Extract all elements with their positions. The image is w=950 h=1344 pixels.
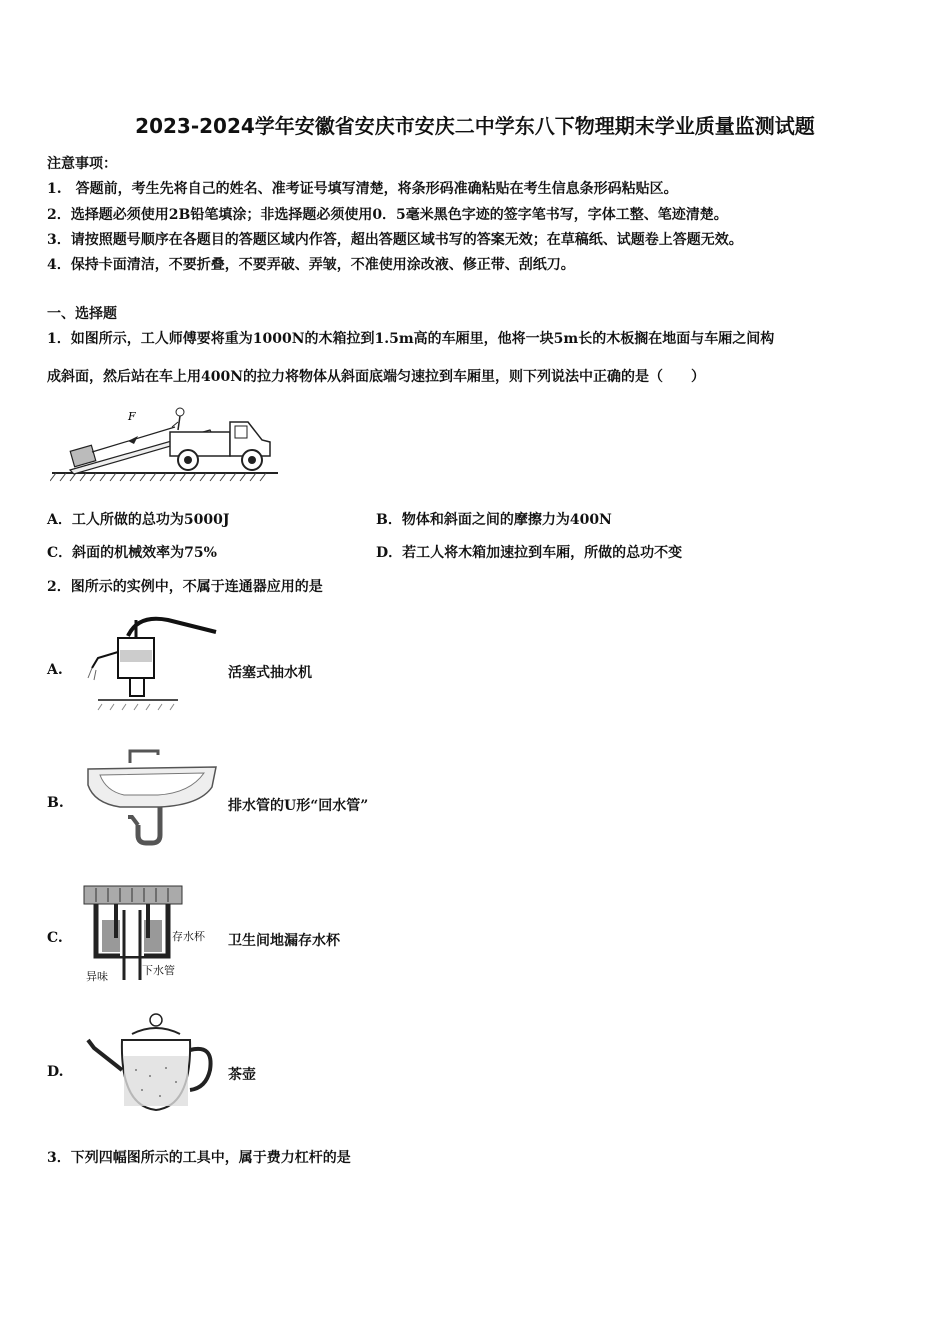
q2-option-b-letter[interactable]: B. [47, 795, 64, 811]
q2-option-d-text: 茶壶 [228, 1067, 256, 1083]
notice-item: 4．保持卡面清洁，不要折叠，不要弄破、弄皱，不准使用涂改液、修正带、刮纸刀。 [47, 257, 575, 273]
q1-stem-line2: 成斜面，然后站在车上用400N的拉力将物体从斜面底端匀速拉到车厢里，则下列说法中正确的是（ ） [47, 369, 706, 385]
q3-stem: 3．下列四幅图所示的工具中，属于费力杠杆的是 [47, 1150, 351, 1166]
q2-option-b-text: 排水管的U形“回水管” [228, 798, 369, 814]
incline-truck-figure [50, 400, 280, 485]
page-title: 2023-2024学年安徽省安庆市安庆二中学东八下物理期末学业质量监测试题 [135, 114, 815, 138]
q1-option-b[interactable]: B．物体和斜面之间的摩擦力为400N [376, 512, 612, 528]
notice-item: 3．请按照题号顺序在各题目的答题区域内作答，超出答题区域书写的答案无效；在草稿纸、试题卷上答题无效。 [47, 232, 743, 248]
force-label: F [128, 410, 136, 423]
notice-heading: 注意事项： [47, 156, 117, 172]
drain-label-pipe: 下水管 [142, 964, 175, 977]
drain-label-cup: 存水杯 [172, 930, 205, 943]
teapot-figure [80, 1010, 220, 1115]
q1-option-c[interactable]: C．斜面的机械效率为75% [47, 545, 217, 561]
piston-pump-figure [78, 608, 223, 718]
notice-item: 1. 答题前，考生先将自己的姓名、准考证号填写清楚，将条形码准确粘贴在考生信息条形码粘贴区。 [47, 181, 678, 197]
q1-option-d[interactable]: D．若工人将木箱加速拉到车厢，所做的总功不变 [376, 545, 683, 561]
q1-stem-line1: 1．如图所示，工人师傅要将重为1000N的木箱拉到1.5m高的车厢里，他将一块5m长的木板搁在地面与车厢之间构 [47, 331, 775, 347]
sink-u-trap-figure [80, 745, 220, 850]
q2-option-c-letter[interactable]: C. [47, 930, 63, 946]
q2-option-a-text: 活塞式抽水机 [228, 665, 312, 681]
q2-stem: 2．图所示的实例中，不属于连通器应用的是 [47, 579, 323, 595]
q1-option-a[interactable]: A．工人所做的总功为5000J [47, 512, 230, 528]
q2-option-d-letter[interactable]: D. [47, 1064, 64, 1080]
q2-option-a-letter[interactable]: A. [47, 662, 63, 678]
q2-option-c-text: 卫生间地漏存水杯 [228, 933, 340, 949]
section-heading: 一、选择题 [47, 306, 117, 322]
notice-item: 2．选择题必须使用2B铅笔填涂；非选择题必须使用0．5毫米黑色字迹的签字笔书写，字体工整、笔迹清楚。 [47, 207, 728, 223]
drain-label-odor: 异味 [86, 970, 108, 983]
